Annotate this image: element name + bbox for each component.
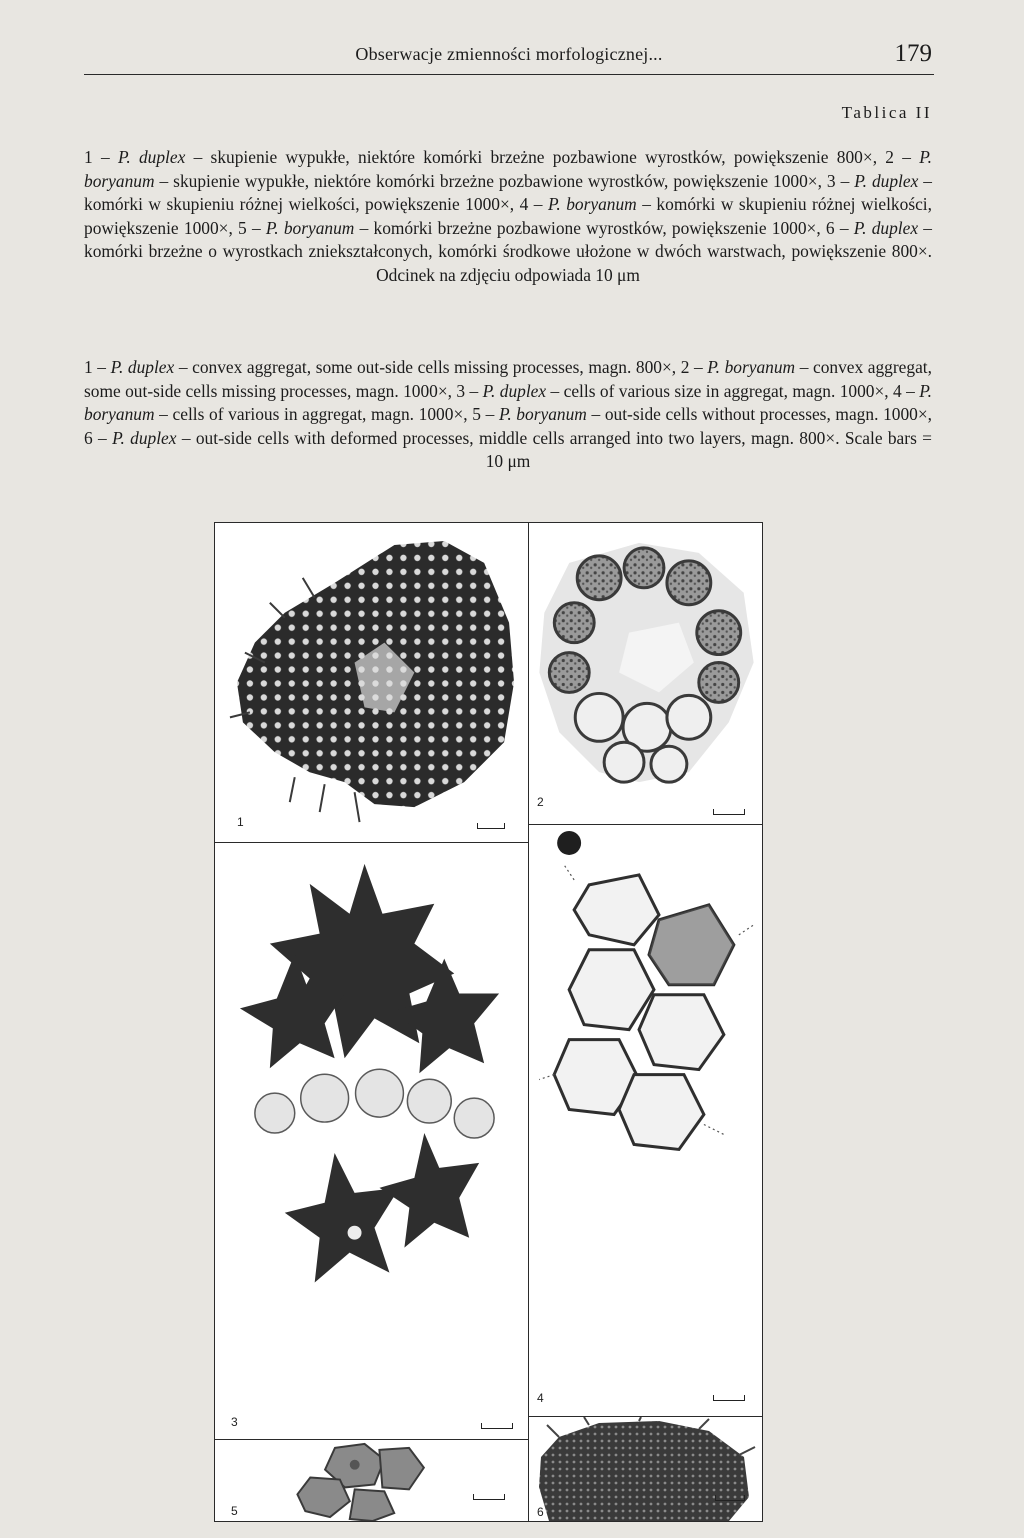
- species-name: P. duplex: [117, 147, 186, 167]
- panel-number-2: 2: [537, 795, 544, 809]
- micrograph-1-image: [215, 523, 528, 842]
- species-name: P. boryanum: [498, 404, 587, 425]
- micrograph-panel-2: [529, 523, 762, 825]
- caption-pl-text: – komórki brzeżne pozbawione wyrostków, powiększenie 1000×, 6 –: [354, 217, 854, 238]
- scale-bar: [477, 823, 505, 829]
- caption-en-text: – out-side cells with deformed processes, middle cells arranged into two layers, magn. 800×. Scale bars = 10 μm: [176, 427, 932, 472]
- panel-number-5: 5: [231, 1504, 238, 1518]
- panel-number-6: 6: [537, 1505, 544, 1519]
- micrograph-panel-5: [215, 1439, 529, 1521]
- micrograph-5-image: [215, 1440, 528, 1521]
- species-name: P. duplex: [853, 217, 919, 238]
- caption-en-text: – cells of various size in aggregat, magn. 1000×, 4 –: [546, 380, 920, 401]
- scale-bar: [713, 809, 745, 815]
- caption-pl-text: – skupienie wypukłe, niektóre komórki brzeżne pozbawione wyrostków, powiększenie 800×, 2 –: [185, 147, 920, 167]
- micrograph-6-image: [529, 1417, 762, 1521]
- micrograph-panel-4: [529, 825, 762, 1417]
- running-head: [84, 40, 934, 75]
- species-name: P. duplex: [112, 427, 177, 448]
- caption-pl-text: 1 –: [84, 147, 118, 167]
- panel-number-1: 1: [237, 815, 244, 829]
- panel-number-4: 4: [537, 1391, 544, 1405]
- caption-pl-text: – skupienie wypukłe, niektóre komórki brzeżne pozbawione wyrostków, powiększenie 1000×, 3 –: [154, 170, 855, 191]
- plate-title: Tablica II: [841, 103, 932, 122]
- caption-english: [84, 356, 932, 474]
- micrograph-panel-6: [529, 1417, 762, 1521]
- micrograph-2-image: [529, 523, 762, 824]
- species-name: P. duplex: [110, 357, 175, 377]
- caption-en-text: – convex aggregat, some out-side cells missing processes, magn. 800×, 2 –: [174, 357, 708, 377]
- scale-bar: [481, 1423, 513, 1429]
- caption-en-text: – out-side cells without processes, magn. 1000×, 6 –: [84, 404, 933, 448]
- caption-en-text: 1 –: [84, 357, 111, 377]
- micrograph-panel-3: [215, 843, 529, 1439]
- caption-polish: [84, 146, 932, 288]
- page-number: 179: [894, 40, 932, 67]
- caption-pl-text: – komórki brzeżne o wyrostkach zniekształconych, komórki środkowe ułożone w dwóch warstwach, powiększenie 800×. Odcinek na zdjęciu odpowiada 10 μm: [84, 217, 932, 285]
- panel-number-3: 3: [231, 1415, 238, 1429]
- micrograph-plate: [214, 522, 763, 1522]
- species-name: P. boryanum: [84, 147, 932, 191]
- caption-en-text: – convex aggregat, some out-side cells missing processes, magn. 1000×, 3 –: [84, 357, 932, 401]
- micrograph-4-image: [529, 825, 762, 1416]
- micrograph-3-image: [215, 843, 528, 1439]
- species-name: P. boryanum: [548, 194, 637, 215]
- scale-bar: [473, 1494, 505, 1500]
- species-name: P. boryanum: [707, 357, 796, 377]
- species-name: P. boryanum: [84, 380, 932, 425]
- running-title: Obserwacje zmienności morfologicznej...: [355, 44, 663, 64]
- species-name: P. duplex: [854, 170, 919, 191]
- caption-en-text: – cells of various in aggregat, magn. 1000×, 5 –: [154, 404, 499, 425]
- micrograph-panel-1: [215, 523, 529, 843]
- caption-pl-text: – komórki w skupieniu różnej wielkości, powiększenie 1000×, 4 –: [84, 170, 932, 215]
- scale-bar: [715, 1495, 745, 1501]
- scale-bar: [713, 1395, 745, 1401]
- species-name: P. boryanum: [265, 217, 355, 238]
- species-name: P. duplex: [482, 380, 547, 401]
- caption-pl-text: – komórki w skupieniu różnej wielkości, powiększenie 1000×, 5 –: [84, 194, 932, 238]
